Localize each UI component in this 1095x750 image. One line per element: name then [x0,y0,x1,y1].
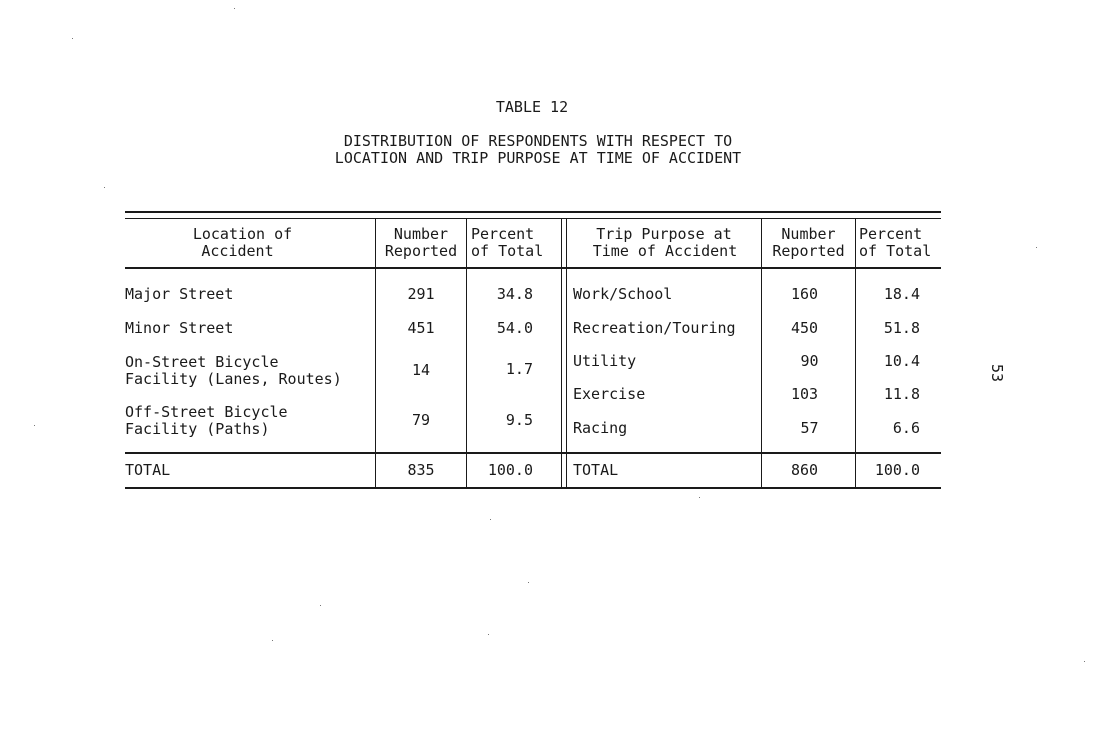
header-number-reported: Reported [772,242,845,260]
center-double-rule-left [561,219,562,488]
location-label: Major Street [125,285,234,303]
header-percent-of-total: Percent [859,225,923,243]
purpose-total-number: 860 [790,461,819,479]
header-location: Accident [201,242,274,260]
location-label: Minor Street [125,319,234,337]
purpose-percent: 11.8 [883,385,920,403]
top-rule-outer [125,211,941,213]
scan-speck [699,497,700,498]
purpose-number: 57 [800,419,819,437]
purpose-total-percent: 100.0 [874,461,920,479]
location-percent: 54.0 [496,319,533,337]
location-percent: 34.8 [496,285,533,303]
header-number-reported: Number [781,225,836,243]
location-label: Facility (Paths) [125,420,270,438]
scan-speck [488,634,489,635]
scan-speck [490,519,491,520]
scan-speck [104,187,105,188]
location-number: 14 [411,361,431,379]
location-number: 451 [407,319,435,337]
purpose-percent: 6.6 [892,419,920,437]
column-divider [466,219,467,488]
location-label: On-Street Bicycle [125,353,279,371]
purpose-total-label: TOTAL [573,461,619,479]
location-number: 291 [407,285,435,303]
location-percent: 1.7 [505,360,533,378]
purpose-label: Racing [573,419,628,437]
purpose-number: 103 [790,385,819,403]
purpose-number: 160 [790,285,819,303]
purpose-number: 450 [790,319,819,337]
bottom-rule [125,487,941,489]
purpose-label: Utility [573,352,637,370]
scan-speck [272,640,273,641]
location-total-label: TOTAL [125,461,171,479]
scan-speck [1084,661,1085,662]
scan-speck [234,8,235,9]
scan-speck [34,425,35,426]
scan-speck [320,605,321,606]
table-caption-line-2: LOCATION AND TRIP PURPOSE AT TIME OF ACCIDENT [334,149,742,167]
purpose-label: Recreation/Touring [573,319,736,337]
purpose-number: 90 [800,352,819,370]
header-percent-of-total: Percent [471,225,535,243]
scan-speck [1036,247,1037,248]
purpose-percent: 51.8 [883,319,920,337]
top-rule-inner [125,218,941,219]
header-trip-purpose: Trip Purpose at [596,225,732,243]
location-label: Off-Street Bicycle [125,403,288,421]
header-number-reported: Reported [384,242,458,260]
total-top-rule [125,452,941,454]
scan-speck [528,582,529,583]
header-percent-of-total: of Total [471,242,544,260]
location-number: 79 [411,411,431,429]
location-label: Facility (Lanes, Routes) [125,370,342,388]
location-percent: 9.5 [505,411,533,429]
table-title: TABLE 12 [495,98,569,116]
purpose-label: Exercise [573,385,646,403]
header-location: Location of [192,225,293,243]
location-total-number: 835 [407,461,435,479]
header-bottom-rule [125,267,941,269]
page-number: 53 [988,364,1006,383]
purpose-percent: 10.4 [883,352,920,370]
purpose-percent: 18.4 [883,285,920,303]
header-percent-of-total: of Total [859,242,932,260]
scan-speck [72,38,73,39]
header-trip-purpose: Time of Accident [592,242,738,260]
purpose-label: Work/School [573,285,673,303]
header-number-reported: Number [393,225,449,243]
location-total-percent: 100.0 [487,461,533,479]
table-caption-line-1: DISTRIBUTION OF RESPONDENTS WITH RESPECT TO [343,132,733,150]
